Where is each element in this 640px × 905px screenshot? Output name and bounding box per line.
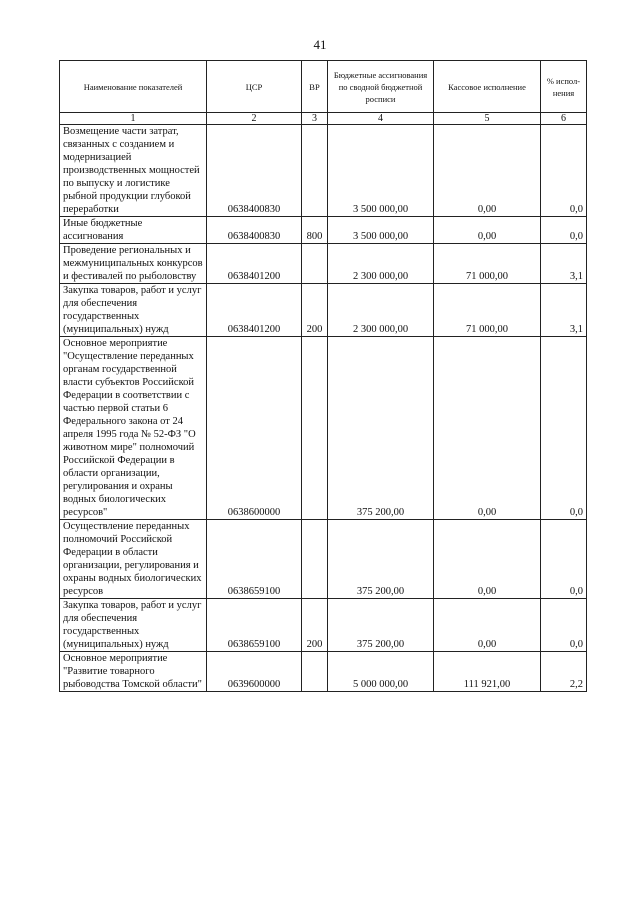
- row-budget-cell: 375 200,00: [328, 599, 434, 652]
- row-vr-cell: [302, 337, 328, 520]
- row-budget-cell: 375 200,00: [328, 520, 434, 599]
- row-budget-cell: 2 300 000,00: [328, 244, 434, 284]
- row-name-cell: Основное мероприятие "Осуществление переданных органам государственной власти субъектов Российской Федерации в соответствии с частью первой статьи 6 Федерального закона от 24 апреля 1995 года № 52-ФЗ "О животном мире" полномочий Российской Федерации в области организации, регулирования и охраны водных биологических ресурсов": [60, 337, 207, 520]
- column-number: 4: [328, 113, 434, 125]
- row-csr-cell: 0638401200: [207, 244, 302, 284]
- header-execution: Кассовое исполнение: [434, 61, 541, 113]
- row-csr-cell: 0638400830: [207, 125, 302, 217]
- table-row: [60, 217, 587, 244]
- row-vr-cell: [302, 520, 328, 599]
- header-budget: Бюджетные ассигнования по сводной бюджетной росписи: [328, 61, 434, 113]
- header-csr: ЦСР: [207, 61, 302, 113]
- header-percent: % испол-нения: [541, 61, 587, 113]
- row-percent-cell: 0,0: [541, 599, 587, 652]
- row-vr-cell: 200: [302, 599, 328, 652]
- row-percent-cell: 3,1: [541, 284, 587, 337]
- table-row: [60, 125, 587, 217]
- row-vr-cell: [302, 652, 328, 692]
- header-name: Наименование показателей: [60, 61, 207, 113]
- table-row: [60, 520, 587, 599]
- page-number: 41: [313, 37, 327, 52]
- table-row: [60, 284, 587, 337]
- row-execution-cell: 0,00: [434, 599, 541, 652]
- row-vr-cell: [302, 125, 328, 217]
- row-budget-cell: 375 200,00: [328, 337, 434, 520]
- row-vr-cell: 200: [302, 284, 328, 337]
- row-name-cell: Закупка товаров, работ и услуг для обеспечения государственных (муниципальных) нужд: [60, 284, 207, 337]
- row-percent-cell: 0,0: [541, 337, 587, 520]
- row-name-cell: Закупка товаров, работ и услуг для обеспечения государственных (муниципальных) нужд: [60, 599, 207, 652]
- row-percent-cell: 0,0: [541, 125, 587, 217]
- row-percent-cell: 2,2: [541, 652, 587, 692]
- row-budget-cell: 5 000 000,00: [328, 652, 434, 692]
- table-row: [60, 244, 587, 284]
- row-csr-cell: 0638659100: [207, 599, 302, 652]
- budget-execution-table: [59, 60, 587, 692]
- row-csr-cell: 0638400830: [207, 217, 302, 244]
- row-csr-cell: 0638600000: [207, 337, 302, 520]
- row-percent-cell: 0,0: [541, 520, 587, 599]
- row-budget-cell: 2 300 000,00: [328, 284, 434, 337]
- row-execution-cell: 0,00: [434, 520, 541, 599]
- row-name-cell: Осуществление переданных полномочий Российской Федерации в области организации, регулирования и охраны водных биологических ресурсов: [60, 520, 207, 599]
- row-csr-cell: 0638401200: [207, 284, 302, 337]
- row-csr-cell: 0638659100: [207, 520, 302, 599]
- row-execution-cell: 71 000,00: [434, 244, 541, 284]
- row-execution-cell: 0,00: [434, 125, 541, 217]
- row-execution-cell: 71 000,00: [434, 284, 541, 337]
- column-number-row: [60, 113, 587, 125]
- row-vr-cell: [302, 244, 328, 284]
- row-execution-cell: 111 921,00: [434, 652, 541, 692]
- row-percent-cell: 3,1: [541, 244, 587, 284]
- row-budget-cell: 3 500 000,00: [328, 217, 434, 244]
- row-name-cell: Основное мероприятие "Развитие товарного рыбоводства Томской области": [60, 652, 207, 692]
- row-name-cell: Возмещение части затрат, связанных с созданием и модернизацией производственных мощностей по выпуску и логистике рыбной продукции глубокой переработки: [60, 125, 207, 217]
- column-number: 3: [302, 113, 328, 125]
- row-execution-cell: 0,00: [434, 217, 541, 244]
- row-vr-cell: 800: [302, 217, 328, 244]
- row-percent-cell: 0,0: [541, 217, 587, 244]
- row-budget-cell: 3 500 000,00: [328, 125, 434, 217]
- row-csr-cell: 0639600000: [207, 652, 302, 692]
- row-name-cell: Проведение региональных и межмуниципальных конкурсов и фестивалей по рыболовству: [60, 244, 207, 284]
- column-number: 1: [60, 113, 207, 125]
- table-row: [60, 652, 587, 692]
- table-header-row: [60, 61, 587, 113]
- row-name-cell: Иные бюджетные ассигнования: [60, 217, 207, 244]
- row-execution-cell: 0,00: [434, 337, 541, 520]
- table-row: [60, 599, 587, 652]
- table-row: [60, 337, 587, 520]
- column-number: 6: [541, 113, 587, 125]
- column-number: 2: [207, 113, 302, 125]
- header-vr: ВР: [302, 61, 328, 113]
- column-number: 5: [434, 113, 541, 125]
